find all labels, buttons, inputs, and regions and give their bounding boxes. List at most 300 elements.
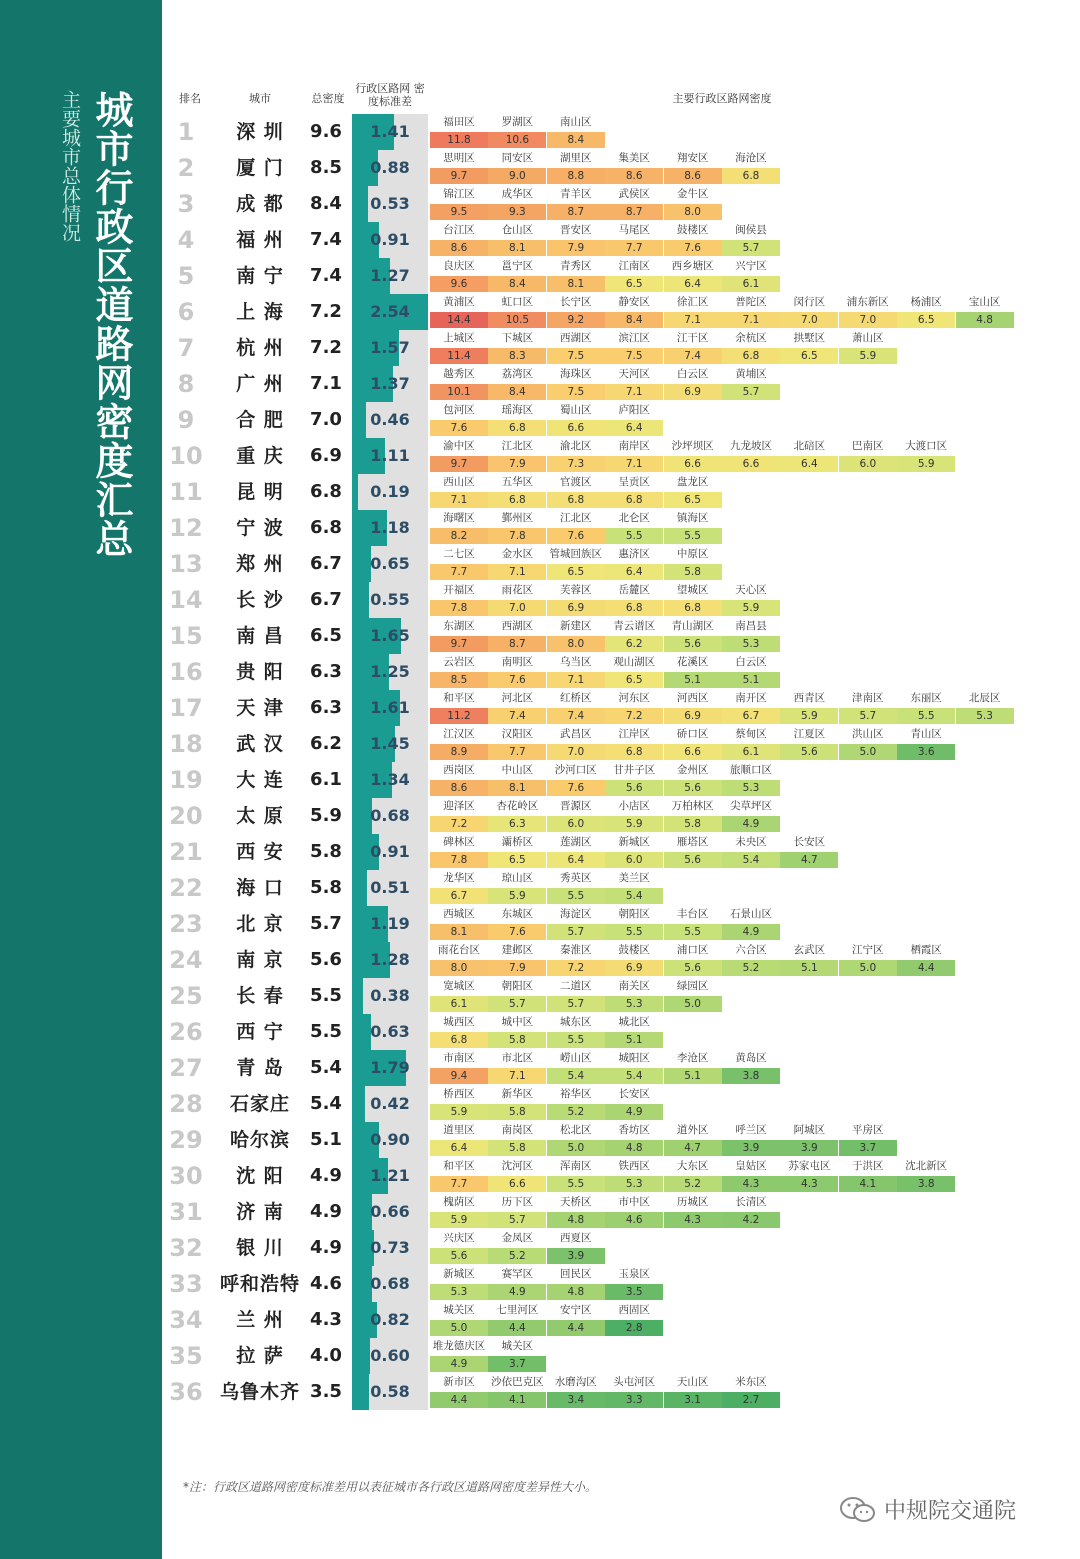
rank-number: 19 [169, 766, 203, 794]
city-name: 青 岛 [236, 1057, 284, 1079]
district-name: 仓山区 [501, 224, 534, 236]
district-density-value: 3.4 [547, 1392, 605, 1408]
district-name: 武昌区 [560, 728, 592, 740]
district-name: 徐汇区 [676, 296, 709, 308]
district-density-value: 7.8 [430, 852, 488, 868]
table-row [0, 258, 1080, 294]
district-density-value: 6.4 [547, 852, 605, 868]
district-density-value: 5.5 [605, 528, 663, 544]
total-density: 5.7 [310, 913, 342, 934]
district-name: 美兰区 [618, 872, 650, 884]
district-cell [722, 150, 780, 186]
district-density-value: 5.2 [664, 1176, 722, 1192]
district-cell [605, 870, 663, 906]
district-cell [664, 978, 722, 1014]
district-cell [430, 798, 488, 834]
district-cell [605, 258, 663, 294]
district-name: 新市区 [443, 1376, 475, 1388]
std-deviation-value: 0.88 [370, 158, 410, 177]
district-cell [430, 726, 488, 762]
district-name: 城关区 [501, 1340, 534, 1352]
district-density-value: 5.2 [547, 1104, 605, 1120]
district-name: 雨花台区 [438, 944, 480, 956]
district-name: 和平区 [443, 1160, 475, 1172]
district-density-value: 5.3 [605, 1176, 663, 1192]
district-cell [430, 582, 488, 618]
district-name: 海珠区 [560, 368, 592, 380]
district-cell [430, 618, 488, 654]
district-name: 海淀区 [560, 908, 592, 920]
district-density-value: 6.4 [430, 1140, 488, 1156]
district-name: 惠济区 [618, 548, 650, 560]
district-cell [605, 222, 663, 258]
district-cell [430, 1050, 488, 1086]
district-name: 盘龙区 [676, 476, 709, 488]
district-cell [430, 1302, 488, 1338]
district-cell [722, 906, 780, 942]
district-cell [547, 1194, 605, 1230]
district-cell [897, 294, 955, 330]
district-cell [664, 366, 722, 402]
district-density-value: 10.5 [488, 312, 546, 328]
district-density-value: 6.4 [605, 564, 663, 580]
district-name: 呼兰区 [735, 1124, 767, 1136]
total-density: 6.7 [310, 589, 342, 610]
district-name: 长宁区 [560, 296, 592, 308]
district-name: 浦东新区 [846, 296, 889, 308]
district-name: 绿园区 [676, 980, 709, 992]
district-density-value: 4.9 [430, 1356, 488, 1372]
std-deviation-cell [352, 1158, 428, 1194]
total-density: 4.6 [310, 1273, 342, 1294]
district-name: 北辰区 [968, 692, 1001, 704]
std-deviation-value: 0.68 [370, 1274, 410, 1293]
table-row [0, 726, 1080, 762]
std-deviation-cell [352, 1374, 428, 1410]
district-density-value: 6.8 [488, 492, 546, 508]
district-name: 南岗区 [501, 1124, 534, 1136]
district-name: 江北区 [501, 440, 534, 452]
district-cell [430, 330, 488, 366]
std-deviation-value: 0.82 [370, 1310, 410, 1329]
rank-number: 16 [169, 658, 203, 686]
std-deviation-value: 1.25 [370, 662, 410, 681]
district-cell [488, 1086, 546, 1122]
district-name: 铁西区 [618, 1160, 650, 1172]
district-cell [722, 438, 780, 474]
std-deviation-value: 0.66 [370, 1202, 410, 1221]
footnote: *注：行政区道路网密度标准差用以表征城市各行政区道路网密度差异性大小。 [183, 1480, 598, 1494]
district-density-value: 3.3 [605, 1392, 663, 1408]
district-density-value: 4.9 [722, 924, 780, 940]
district-density-value: 5.5 [664, 528, 722, 544]
district-density-value: 6.8 [722, 348, 780, 364]
district-density-value: 5.3 [956, 708, 1014, 724]
table-row [0, 474, 1080, 510]
std-deviation-cell [352, 762, 428, 798]
district-name: 秀英区 [560, 872, 592, 884]
table-row [0, 510, 1080, 546]
rank-number: 5 [177, 262, 195, 290]
district-name: 南关区 [618, 980, 650, 992]
district-cell [547, 942, 605, 978]
district-cell [605, 906, 663, 942]
district-name: 东丽区 [910, 692, 942, 704]
std-deviation-cell [352, 1266, 428, 1302]
district-density-value: 5.6 [430, 1248, 488, 1264]
district-cell [664, 582, 722, 618]
district-density-value: 5.4 [722, 852, 780, 868]
district-density-value: 6.0 [839, 456, 897, 472]
district-name: 北碚区 [793, 440, 826, 452]
district-name: 中原区 [676, 548, 709, 560]
district-cell [547, 1122, 605, 1158]
district-cell [722, 1194, 780, 1230]
district-name: 浦口区 [676, 944, 709, 956]
city-name: 南 昌 [236, 625, 284, 647]
district-name: 秦淮区 [560, 944, 592, 956]
district-density-value: 6.5 [605, 276, 663, 292]
district-name: 道里区 [443, 1124, 475, 1136]
district-density-value: 4.4 [488, 1320, 546, 1336]
std-deviation-cell [352, 330, 428, 366]
district-density-value: 5.9 [430, 1212, 488, 1228]
district-density-value: 8.4 [547, 132, 605, 148]
district-density-value: 4.3 [780, 1176, 838, 1192]
district-name: 白云区 [676, 368, 709, 380]
district-name: 洪山区 [852, 728, 884, 740]
district-name: 尖草坪区 [730, 800, 772, 812]
district-name: 汉阳区 [501, 728, 534, 740]
total-density: 6.2 [310, 733, 342, 754]
district-name: 旅顺口区 [730, 764, 772, 776]
district-name: 玄武区 [793, 944, 826, 956]
city-name: 贵 阳 [236, 661, 284, 683]
district-density-value: 3.8 [897, 1176, 955, 1192]
district-density-value: 8.6 [430, 240, 488, 256]
district-cell [547, 114, 605, 150]
rank-number: 4 [177, 226, 195, 254]
district-density-value: 9.6 [430, 276, 488, 292]
std-deviation-cell [352, 402, 428, 438]
total-density: 7.1 [310, 373, 342, 394]
district-density-value: 14.4 [430, 312, 488, 328]
district-name: 黄浦区 [443, 296, 475, 308]
district-cell [547, 834, 605, 870]
district-cell [547, 1374, 605, 1410]
city-name: 太 原 [236, 805, 284, 827]
total-density: 6.7 [310, 553, 342, 574]
district-cell [430, 114, 488, 150]
district-cell [488, 114, 546, 150]
district-cell [547, 330, 605, 366]
district-name: 二七区 [443, 548, 475, 560]
table-row [0, 402, 1080, 438]
std-deviation-cell [352, 654, 428, 690]
district-name: 海曙区 [443, 512, 475, 524]
district-cell [430, 654, 488, 690]
district-density-value: 7.1 [488, 564, 546, 580]
district-cell [664, 186, 722, 222]
district-density-value: 4.4 [897, 960, 955, 976]
district-density-value: 5.6 [605, 780, 663, 796]
district-cell [897, 1158, 955, 1194]
std-deviation-value: 1.28 [370, 950, 410, 969]
district-density-value: 7.0 [547, 744, 605, 760]
district-name: 新华区 [501, 1088, 534, 1100]
district-name: 静安区 [618, 296, 650, 308]
district-name: 青山湖区 [671, 620, 714, 632]
district-name: 锦江区 [443, 188, 475, 200]
total-density: 4.9 [310, 1165, 342, 1186]
district-name: 道外区 [676, 1124, 709, 1136]
std-deviation-value: 0.53 [370, 194, 410, 213]
district-cell [605, 690, 663, 726]
district-cell [430, 690, 488, 726]
std-deviation-value: 0.63 [370, 1022, 410, 1041]
district-cell [780, 1122, 838, 1158]
district-name: 赛罕区 [501, 1268, 534, 1280]
city-name: 海 口 [236, 877, 284, 899]
district-name: 苏家屯区 [788, 1160, 831, 1172]
district-density-value: 5.6 [664, 960, 722, 976]
district-density-value: 7.1 [722, 312, 780, 328]
district-name: 萧山区 [852, 332, 884, 344]
table-row [0, 1302, 1080, 1338]
district-name: 闵行区 [793, 296, 826, 308]
std-deviation-cell [352, 1230, 428, 1266]
district-density-value: 6.9 [547, 600, 605, 616]
std-deviation-value: 1.65 [370, 626, 410, 645]
city-name: 上 海 [236, 301, 284, 323]
district-density-value: 9.7 [430, 636, 488, 652]
total-density: 7.4 [310, 265, 342, 286]
district-name: 望城区 [676, 584, 709, 596]
district-density-value: 5.7 [839, 708, 897, 724]
district-name: 西城区 [443, 908, 475, 920]
district-cell [897, 690, 955, 726]
district-name: 西乡塘区 [671, 260, 714, 272]
rank-number: 2 [177, 154, 195, 182]
district-cell [430, 1338, 488, 1374]
district-density-value: 4.3 [664, 1212, 722, 1228]
total-density: 3.5 [310, 1381, 342, 1402]
std-deviation-value: 1.61 [370, 698, 410, 717]
district-density-value: 6.1 [722, 276, 780, 292]
district-cell [605, 654, 663, 690]
district-density-value: 3.9 [722, 1140, 780, 1156]
district-density-value: 6.4 [664, 276, 722, 292]
district-name: 普陀区 [735, 296, 767, 308]
district-cell [664, 834, 722, 870]
district-name: 福田区 [443, 116, 475, 128]
district-cell [664, 1158, 722, 1194]
district-density-value: 7.5 [547, 384, 605, 400]
rank-number: 34 [169, 1306, 203, 1334]
district-density-value: 5.9 [722, 600, 780, 616]
std-deviation-cell [352, 546, 428, 582]
district-density-value: 7.2 [547, 960, 605, 976]
district-density-value: 5.5 [664, 924, 722, 940]
district-cell [430, 366, 488, 402]
district-density-value: 9.7 [430, 456, 488, 472]
district-cell [605, 366, 663, 402]
district-name: 江宁区 [852, 944, 884, 956]
district-cell [605, 402, 663, 438]
district-name: 晋源区 [560, 800, 592, 812]
district-density-value: 7.8 [488, 528, 546, 544]
district-cell [547, 906, 605, 942]
district-density-value: 7.1 [605, 384, 663, 400]
district-density-value: 8.7 [547, 204, 605, 220]
rank-number: 10 [169, 442, 203, 470]
district-name: 灞桥区 [501, 836, 534, 848]
district-cell [664, 1122, 722, 1158]
district-density-value: 3.6 [897, 744, 955, 760]
district-cell [488, 294, 546, 330]
district-name: 渝北区 [560, 440, 592, 452]
district-density-value: 2.8 [605, 1320, 663, 1336]
district-cell [722, 618, 780, 654]
rank-number: 9 [177, 406, 195, 434]
district-name: 巴南区 [852, 440, 884, 452]
district-density-value: 6.8 [722, 168, 780, 184]
district-cell [430, 834, 488, 870]
district-cell [430, 1158, 488, 1194]
rank-number: 27 [169, 1054, 203, 1082]
table-row [0, 114, 1080, 150]
district-cell [488, 654, 546, 690]
district-cell [605, 1374, 663, 1410]
district-cell [605, 978, 663, 1014]
district-cell [547, 1230, 605, 1266]
district-cell [547, 402, 605, 438]
std-deviation-value: 1.11 [370, 446, 410, 465]
district-density-value: 6.6 [488, 1176, 546, 1192]
district-density-value: 6.6 [664, 744, 722, 760]
district-cell [547, 582, 605, 618]
district-density-value: 6.9 [664, 708, 722, 724]
district-name: 罗湖区 [501, 116, 534, 128]
district-cell [547, 726, 605, 762]
district-density-value: 6.0 [547, 816, 605, 832]
district-cell [839, 1158, 897, 1194]
district-cell [430, 942, 488, 978]
rank-number: 24 [169, 946, 203, 974]
table-row [0, 186, 1080, 222]
district-density-value: 6.8 [664, 600, 722, 616]
district-density-value: 8.3 [488, 348, 546, 364]
district-name: 红桥区 [560, 692, 592, 704]
district-name: 沙坪坝区 [671, 440, 714, 452]
district-density-value: 8.0 [664, 204, 722, 220]
district-density-value: 5.7 [488, 1212, 546, 1228]
district-cell [605, 1050, 663, 1086]
district-cell [430, 1374, 488, 1410]
district-density-value: 8.2 [430, 528, 488, 544]
district-name: 越秀区 [443, 368, 475, 380]
district-density-value: 6.7 [722, 708, 780, 724]
district-cell [664, 1374, 722, 1410]
district-name: 芙蓉区 [560, 584, 592, 596]
brand-name: 中规院交通院 [884, 1499, 1017, 1524]
district-density-value: 4.7 [664, 1140, 722, 1156]
district-name: 蔡甸区 [735, 728, 767, 740]
district-cell [547, 366, 605, 402]
district-cell [547, 510, 605, 546]
district-name: 庐阳区 [618, 404, 650, 416]
district-cell [488, 690, 546, 726]
district-cell [664, 1194, 722, 1230]
district-density-value: 5.9 [897, 456, 955, 472]
district-density-value: 7.7 [488, 744, 546, 760]
district-name: 万柏林区 [671, 800, 714, 812]
rank-number: 1 [177, 118, 195, 146]
std-deviation-value: 0.90 [370, 1130, 410, 1149]
district-name: 呈贡区 [618, 476, 650, 488]
district-cell [722, 258, 780, 294]
district-cell [605, 438, 663, 474]
district-density-value: 8.7 [488, 636, 546, 652]
district-cell [605, 726, 663, 762]
district-name: 城阳区 [618, 1052, 650, 1064]
header-rank: 排名 [179, 92, 201, 105]
district-cell [488, 1338, 546, 1374]
brand-watermark [838, 1494, 1016, 1525]
district-cell [722, 366, 780, 402]
std-deviation-cell [352, 942, 428, 978]
district-cell [547, 654, 605, 690]
district-density-value: 8.4 [488, 384, 546, 400]
district-name: 沈河区 [501, 1160, 534, 1172]
district-density-value: 8.1 [430, 924, 488, 940]
rank-number: 32 [169, 1234, 203, 1262]
std-deviation-value: 0.65 [370, 554, 410, 573]
district-density-value: 5.9 [839, 348, 897, 364]
district-density-value: 6.6 [664, 456, 722, 472]
district-cell [488, 402, 546, 438]
district-name: 南昌县 [735, 620, 767, 632]
district-name: 杨浦区 [910, 296, 942, 308]
district-name: 包河区 [443, 404, 475, 416]
district-density-value: 5.9 [430, 1104, 488, 1120]
district-density-value: 8.6 [430, 780, 488, 796]
std-deviation-value: 0.68 [370, 806, 410, 825]
district-cell [605, 186, 663, 222]
district-name: 青羊区 [560, 188, 592, 200]
district-density-value: 5.8 [488, 1140, 546, 1156]
district-density-value: 7.1 [430, 492, 488, 508]
district-cell [605, 942, 663, 978]
total-density: 5.5 [310, 1021, 342, 1042]
district-name: 甘井子区 [613, 764, 656, 776]
std-deviation-cell [352, 510, 428, 546]
district-cell [430, 870, 488, 906]
district-name: 历城区 [676, 1196, 709, 1208]
district-cell [430, 186, 488, 222]
district-density-value: 7.7 [430, 564, 488, 580]
table-row [0, 1122, 1080, 1158]
district-cell [664, 726, 722, 762]
district-density-value: 3.7 [839, 1140, 897, 1156]
district-density-value: 4.8 [547, 1212, 605, 1228]
district-name: 市北区 [501, 1052, 534, 1064]
district-name: 城中区 [501, 1016, 534, 1028]
district-name: 长安区 [618, 1088, 650, 1100]
city-name: 呼和浩特 [219, 1273, 300, 1295]
district-cell [722, 834, 780, 870]
city-name: 长 沙 [236, 589, 284, 611]
